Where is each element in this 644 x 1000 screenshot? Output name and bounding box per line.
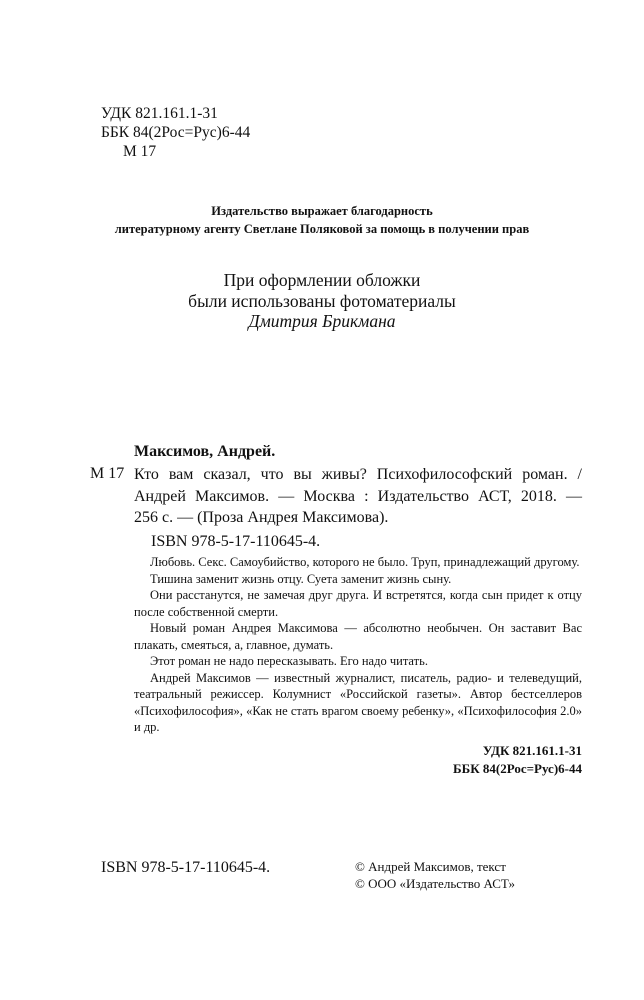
udk-code-bottom: УДК 821.161.1-31 xyxy=(482,743,582,758)
classification-codes-top xyxy=(101,104,250,161)
gratitude-line-2: литературному агенту Светлане Поляковой за помощь в получении прав xyxy=(114,222,530,236)
copyright-publisher: © ООО «Издательство АСТ» xyxy=(355,876,516,891)
cover-credit xyxy=(0,270,644,332)
author-mark-left: М 17 xyxy=(90,465,125,482)
annotation-paragraph: Тишина заменит жизнь отцу. Суета заменит жизнь сыну. xyxy=(150,571,452,586)
annotation-paragraph: Любовь. Секс. Самоубийство, которого не было. Труп, принадлежащий другому. xyxy=(150,555,580,569)
copyright-author: © Андрей Максимов, текст xyxy=(355,859,506,874)
annotation-paragraph: Новый роман Андрея Максимова — абсолютно необычен. Он заставит Вас плакать, смеяться, а, главное, думать. xyxy=(134,621,582,652)
annotation-paragraph: Они расстанутся, не замечая друг друга. И встретятся, когда сын придет к отцу после собственной смерти. xyxy=(134,588,582,619)
isbn-footer: ISBN 978-5-17-110645-4. xyxy=(101,859,271,876)
udk-code: УДК 821.161.1-31 xyxy=(101,105,218,122)
publisher-gratitude xyxy=(0,202,644,238)
book-author: Максимов, Андрей. xyxy=(134,443,276,460)
biblio-line-3: 256 с. — (Проза Андрея Максимова). xyxy=(134,509,389,526)
copyright-block xyxy=(355,858,515,892)
annotation-paragraph: Этот роман не надо пересказывать. Его надо читать. xyxy=(150,654,428,668)
isbn-record: ISBN 978-5-17-110645-4. xyxy=(151,533,321,550)
annotation xyxy=(134,554,582,736)
bbk-code: ББК 84(2Рос=Рус)6-44 xyxy=(101,124,251,141)
cover-credit-line-1: При оформлении обложки xyxy=(223,270,421,290)
author-mark: М 17 xyxy=(123,143,157,160)
cover-credit-line-2: были использованы фотоматериалы xyxy=(188,290,456,311)
gratitude-line-1: Издательство выражает благодарность xyxy=(211,204,433,218)
biblio-line-1: Кто вам сказал, что вы живы? Психофилософский роман. / xyxy=(134,466,582,483)
classification-codes-bottom xyxy=(453,742,582,778)
bibliographic-record xyxy=(134,464,582,529)
biblio-line-2: Андрей Максимов. — Москва : Издательство АСТ, 2018. — xyxy=(134,487,582,505)
photographer-name: Дмитрия Брикмана xyxy=(248,311,396,331)
annotation-paragraph: Андрей Максимов — известный журналист, писатель, радио- и телеведущий, театральный режиссер. Колумнист «Российской газеты». Автор бестселлеров «Психофилософия», «Как не стать врагом своему ребенку», «Психофилософия 2.0» и др. xyxy=(134,670,582,734)
bbk-code-bottom: ББК 84(2Рос=Рус)6-44 xyxy=(453,761,582,776)
